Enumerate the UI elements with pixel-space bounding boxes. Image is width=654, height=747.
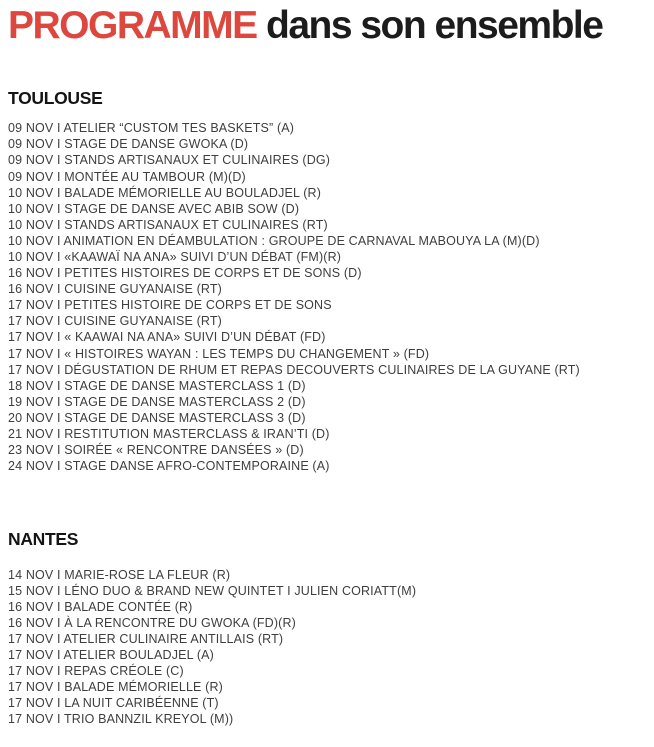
event-row: 16 NOV I À LA RENCONTRE DU GWOKA (FD)(R) — [8, 615, 296, 630]
event-row: 17 NOV I REPAS CRÉOLE (C) — [8, 664, 184, 679]
event-row: 19 NOV I STAGE DE DANSE MASTERCLASS 2 (D) — [8, 394, 306, 409]
event-row: 17 NOV I TRIO BANNZIL KREYOL (M)) — [8, 712, 234, 727]
event-row: 21 NOV I RESTITUTION MASTERCLASS & IRAN’TI (D) — [8, 427, 330, 442]
event-row: 16 NOV I PETITES HISTOIRES DE CORPS ET DE SONS (D) — [8, 266, 362, 281]
section-heading: TOULOUSE — [8, 88, 103, 108]
event-row: 09 NOV I STAGE DE DANSE GWOKA (D) — [8, 137, 249, 152]
event-row: 24 NOV I STAGE DANSE AFRO-CONTEMPORAINE (A) — [8, 459, 330, 474]
event-row: 16 NOV I BALADE CONTÉE (R) — [8, 599, 193, 614]
event-row: 17 NOV I « KAAWAI NA ANA» SUIVI D’UN DÉBAT (FD) — [8, 330, 326, 345]
event-row: 17 NOV I BALADE MÉMORIELLE (R) — [8, 680, 223, 695]
section-nantes — [8, 530, 644, 727]
event-row: 14 NOV I MARIE-ROSE LA FLEUR (R) — [8, 567, 231, 582]
event-row: 17 NOV I « HISTOIRES WAYAN : LES TEMPS DU CHANGEMENT » (FD) — [8, 346, 430, 361]
event-row: 10 NOV I «KAAWAÏ NA ANA» SUIVI D’UN DÉBAT (FM)(R) — [8, 250, 342, 264]
event-row: 17 NOV I DÉGUSTATION DE RHUM ET REPAS DECOUVERTS CULINAIRES DE LA GUYANE (RT) — [8, 362, 580, 377]
page-title-rest: dans son ensemble — [256, 4, 603, 47]
event-row: 17 NOV I ATELIER BOULADJEL (A) — [8, 648, 214, 663]
section-toulouse — [8, 89, 644, 474]
event-row: 10 NOV I STANDS ARTISANAUX ET CULINAIRES (RT) — [8, 217, 328, 232]
event-row: 15 NOV I LÉNO DUO & BRAND NEW QUINTET I JULIEN CORIATT(M) — [8, 583, 417, 598]
event-row: 23 NOV I SOIRÉE « RENCONTRE DANSÉES » (D) — [8, 443, 304, 458]
event-row: 17 NOV I CUISINE GUYANAISE (RT) — [8, 314, 222, 329]
event-row: 17 NOV I PETITES HISTOIRE DE CORPS ET DE SONS — [8, 298, 332, 313]
event-row: 20 NOV I STAGE DE DANSE MASTERCLASS 3 (D) — [8, 410, 306, 425]
event-row: 16 NOV I CUISINE GUYANAISE (RT) — [8, 282, 222, 297]
sections-container — [8, 89, 644, 728]
event-row: 10 NOV I ANIMATION EN DÉAMBULATION : GROUPE DE CARNAVAL MABOUYA LA (M)(D) — [8, 233, 540, 248]
event-row: 09 NOV I MONTÉE AU TAMBOUR (M)(D) — [8, 169, 246, 184]
section-heading: NANTES — [8, 529, 79, 550]
event-row: 09 NOV I ATELIER “CUSTOM TES BASKETS” (A) — [8, 121, 295, 136]
event-row: 17 NOV I LA NUIT CARIBÉENNE (T) — [8, 696, 219, 711]
event-row: 10 NOV I BALADE MÉMORIELLE AU BOULADJEL (R) — [8, 185, 322, 200]
event-row: 18 NOV I STAGE DE DANSE MASTERCLASS 1 (D) — [8, 378, 306, 393]
page-title — [8, 6, 644, 45]
event-row: 10 NOV I STAGE DE DANSE AVEC ABIB SOW (D) — [8, 201, 300, 216]
event-row: 09 NOV I STANDS ARTISANAUX ET CULINAIRES (DG) — [8, 153, 331, 168]
event-list — [8, 567, 644, 728]
event-list — [8, 120, 644, 474]
event-row: 17 NOV I ATELIER CULINAIRE ANTILLAIS (RT) — [8, 631, 284, 646]
page-title-highlight: PROGRAMME — [8, 4, 257, 47]
